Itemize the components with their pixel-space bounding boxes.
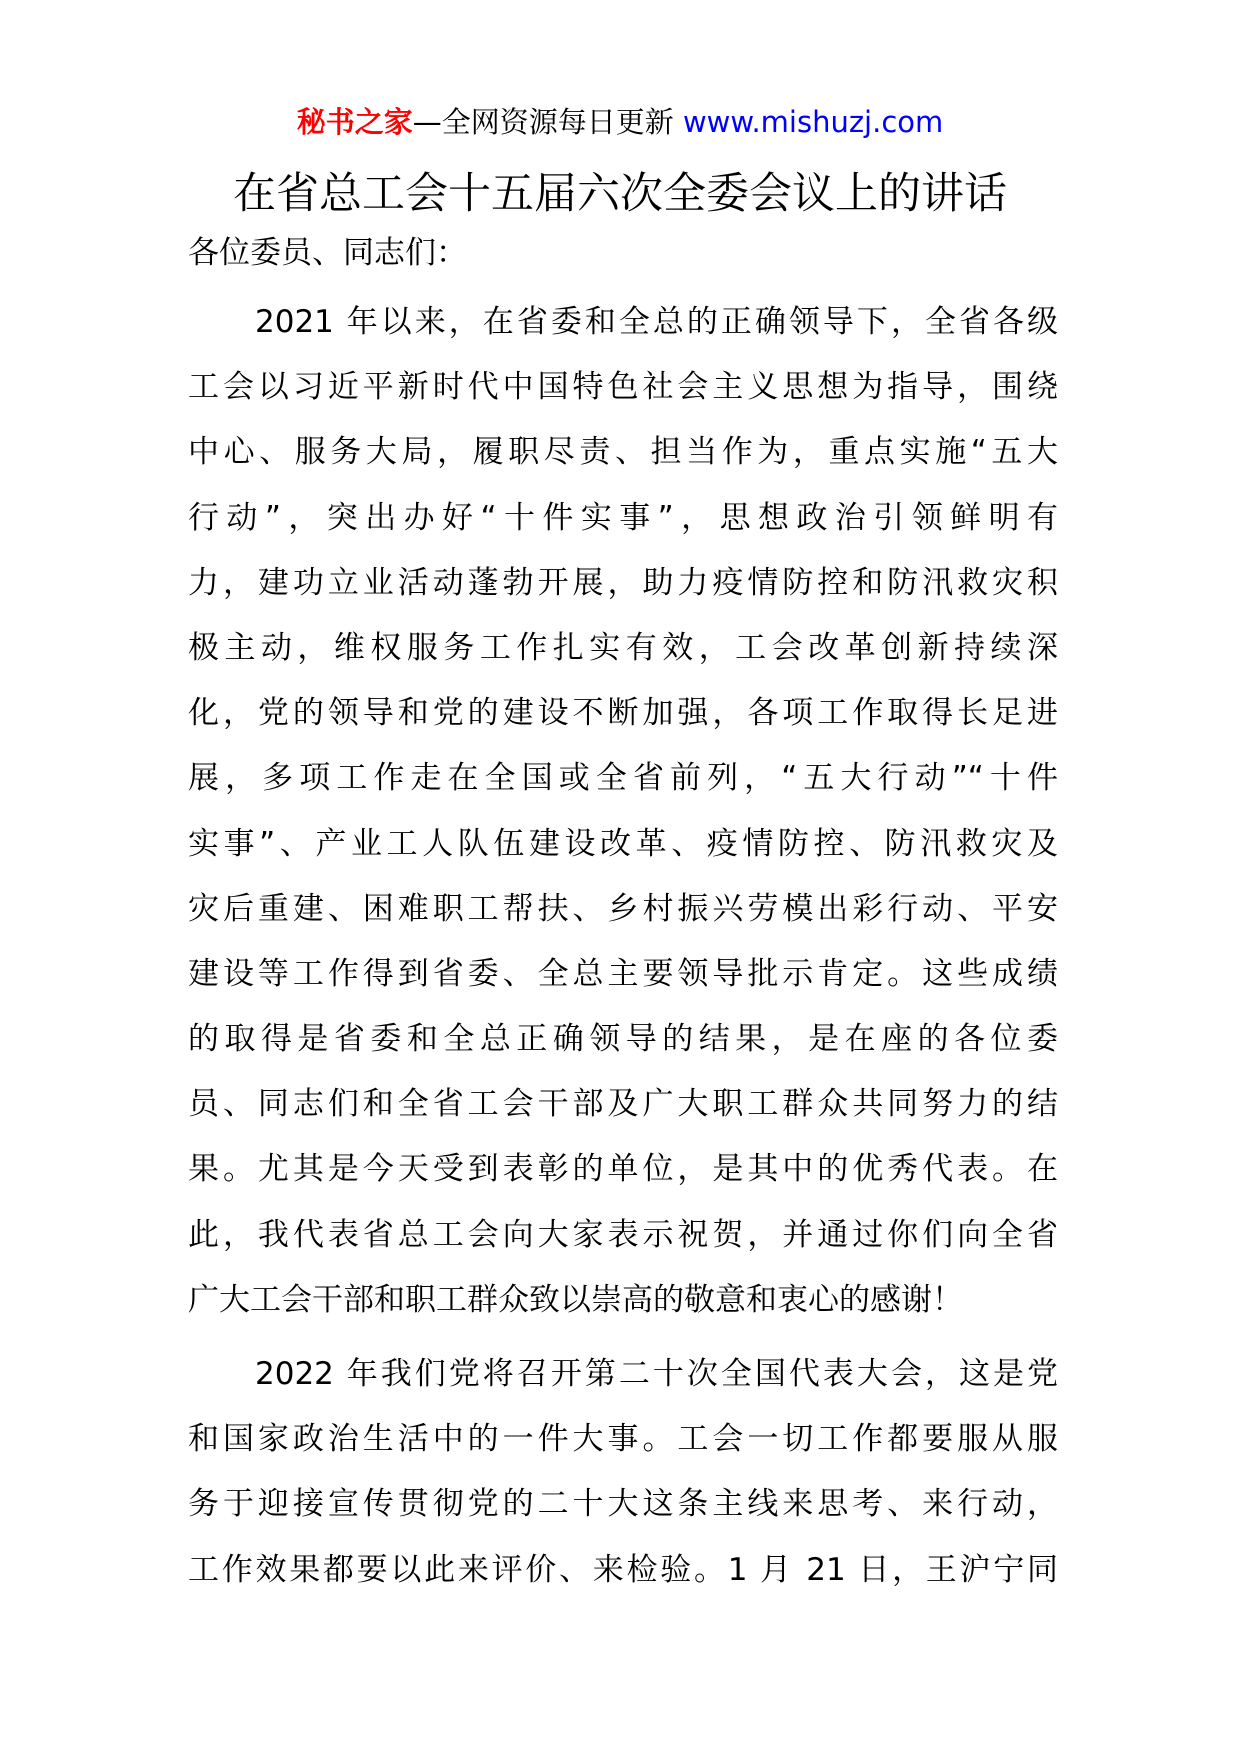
paragraph-line: 果。尤其是今天受到表彰的单位，是其中的优秀代表。在 — [188, 1151, 1058, 1188]
paragraph-line: 极主动，维权服务工作扎实有效，工会改革创新持续深 — [188, 629, 1058, 666]
paragraph-line: 员、同志们和全省工会干部及广大职工群众共同努力的结 — [188, 1086, 1058, 1123]
paragraph-line: 工作效果都要以此来评价、来检验。1 月 21 日，王沪宁同 — [188, 1551, 1058, 1588]
document-body — [188, 225, 1058, 1603]
document-title: 在省总工会十五届六次全委会议上的讲话 — [233, 169, 1007, 219]
paragraph-line: 展，多项工作走在全国或全省前列，“五大行动”“十件 — [188, 760, 1058, 797]
paragraph-line: 和国家政治生活中的一件大事。工会一切工作都要服从服 — [188, 1421, 1058, 1458]
paragraph-line: 建设等工作得到省委、全总主要领导批示肯定。这些成绩 — [188, 955, 1058, 992]
paragraph-line: 行动”，突出办好“十件实事”，思想政治引领鲜明有 — [188, 499, 1058, 536]
paragraph-2 — [188, 1333, 1058, 1603]
paragraph-line: 2022 年我们党将召开第二十次全国代表大会，这是党 — [255, 1356, 1058, 1392]
site-url-link[interactable]: www.mishuzj.com — [682, 105, 944, 139]
site-tagline: —全网资源每日更新 — [412, 105, 674, 139]
paragraph-line: 中心、服务大局，履职尽责、担当作为，重点实施“五大 — [188, 434, 1058, 471]
paragraph-1 — [188, 281, 1058, 1333]
paragraph-line: 工会以习近平新时代中国特色社会主义思想为指导，围绕 — [188, 369, 1058, 406]
paragraph-line: 务于迎接宣传贯彻党的二十大这条主线来思考、来行动， — [188, 1486, 1058, 1523]
paragraph-line: 的取得是省委和全总正确领导的结果，是在座的各位委 — [188, 1021, 1058, 1058]
paragraph-line: 广大工会干部和职工群众致以崇高的敬意和衷心的感谢！ — [188, 1281, 963, 1318]
paragraph-line: 化，党的领导和党的建设不断加强，各项工作取得长足进 — [188, 695, 1058, 732]
paragraph-line: 灾后重建、困难职工帮扶、乡村振兴劳模出彩行动、平安 — [188, 890, 1058, 927]
site-name: 秘书之家 — [296, 105, 413, 139]
paragraph-line: 力，建功立业活动蓬勃开展，助力疫情防控和防汛救灾积 — [188, 564, 1058, 601]
paragraph-line: 2021 年以来，在省委和全总的正确领导下，全省各级 — [255, 304, 1058, 340]
site-header — [0, 100, 1240, 144]
paragraph-line: 实事”、产业工人队伍建设改革、疫情防控、防汛救灾及 — [188, 825, 1058, 862]
salutation: 各位委员、同志们： — [188, 235, 467, 271]
paragraph-line: 此，我代表省总工会向大家表示祝贺，并通过你们向全省 — [188, 1216, 1058, 1253]
